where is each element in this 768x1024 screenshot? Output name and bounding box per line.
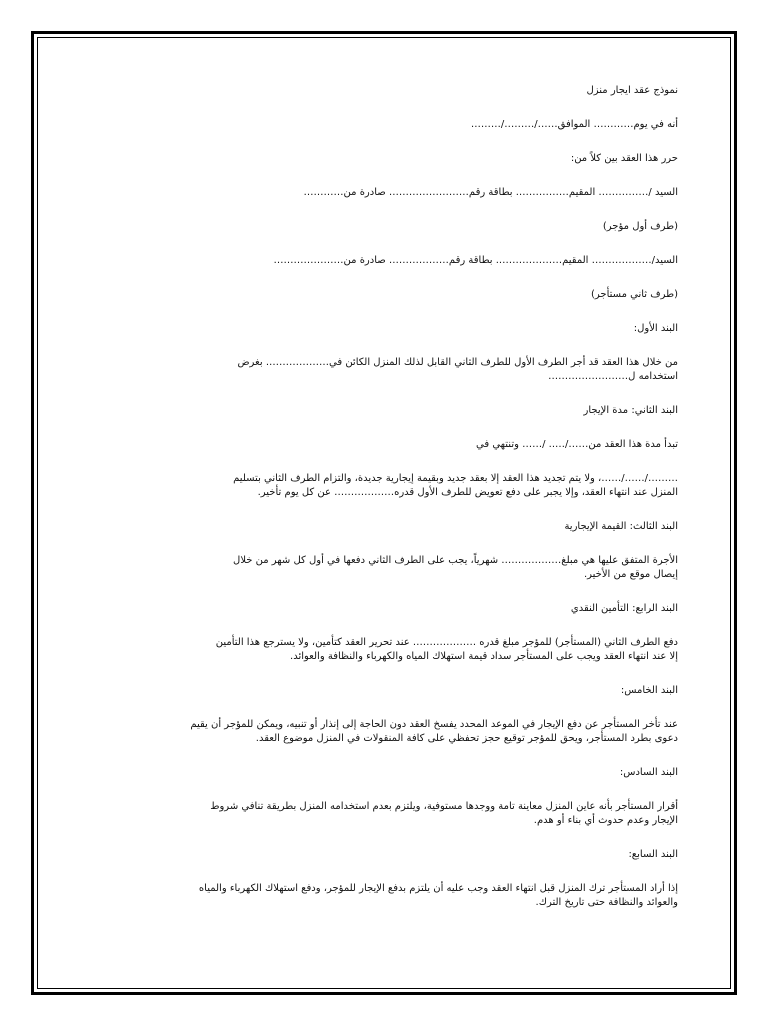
clause2-line1: تبدأ مدة هذا العقد من……/….. /…… وتنتهي في (476, 439, 678, 450)
clause2-title: البند الثاني: مدة الإيجار (583, 405, 678, 416)
clause4-line2: إلا عند انتهاء العقد ويجب على المستأجر سداد قيمة استهلاك المياه والكهرباء والنظافة والعوائد. (290, 651, 678, 662)
contract-document (96, 84, 678, 910)
clause7-title: البند السابع: (628, 849, 678, 860)
party1-label: (طرف أول مؤجر) (602, 221, 678, 232)
date-line: أنه في يوم………… الموافق……/………/……… (470, 119, 678, 130)
clause1-title: البند الأول: (633, 323, 678, 334)
clause7-line1: إذا أراد المستأجر ترك المنزل قبل انتهاء العقد وجب عليه أن يلتزم بدفع الإيجار للمؤجر، ودفع استهلاك الكهرباء والمياه (198, 883, 678, 894)
clause1-line1: من خلال هذا العقد قد أجر الطرف الأول للطرف الثاني القابل لذلك المنزل الكائن في………………. بغرض (237, 357, 678, 368)
clause3-line1: الأجرة المتفق عليها هي مبلغ……………… شهرياً، يجب على الطرف الثاني دفعها في أول كل شهر من خلال (233, 555, 678, 566)
clause5-line2: دعوى بطرد المستأجر، ويحق للمؤجر توقيع حجز تحفظي على كافة المنقولات في المنزل موضوع العقد. (255, 733, 678, 744)
clause2-line2: ………/……/……، ولا يتم تجديد هذا العقد إلا بعقد جديد وبقيمة إيجارية جديدة، والتزام الطرف الثاني بتسليم (233, 473, 678, 484)
party2-line: السيد/……………… المقيم……………….. بطاقة رقم……………… صادرة من………………… (273, 255, 678, 266)
party1-line: السيد /…………… المقيم……………. بطاقة رقم…………………… صادرة من………… (303, 187, 678, 198)
clause4-line1: دفع الطرف الثاني (المستأجر) للمؤجر مبلغ قدره ………………. عند تحرير العقد كتأمين، ولا يسترجع هذا التأمين (215, 637, 678, 648)
clause4-title: البند الرابع: التأمين النقدي (570, 603, 678, 614)
party2-label: (طرف ثاني مستأجر) (591, 289, 678, 300)
document-title: نموذج عقد ايجار منزل (586, 85, 678, 96)
clause7-line2: والعوائد والنظافة حتى تاريخ الترك. (535, 897, 678, 908)
clause6-title: البند السادس: (619, 767, 678, 778)
clause2-line3: المنزل عند انتهاء العقد، وإلا يجبر على دفع تعويض للطرف الأول قدره……………… عن كل يوم تأخير. (257, 487, 678, 498)
clause5-line1: عند تأخر المستأجر عن دفع الإيجار في الموعد المحدد يفسخ العقد دون الحاجة إلى إنذار أو تنبيه، ويمكن للمؤجر أن يقيم (190, 719, 678, 730)
clause1-line2: استخدامه ل…………………… (548, 371, 678, 382)
clause3-title: البند الثالث: القيمة الإيجارية (564, 521, 678, 532)
clause5-title: البند الخامس: (620, 685, 678, 696)
clause6-line1: أقرار المستأجر بأنه عاين المنزل معاينة تامة ووجدها مستوفية، ويلتزم بعدم استخدامه المنزل بطريقة تنافي شروط (210, 801, 678, 812)
intro-line: حرر هذا العقد بين كلاً من: (570, 153, 678, 164)
clause3-line2: إيصال موقع من الأخير. (583, 569, 678, 580)
clause6-line2: الإيجار وعدم حدوث أي بناء أو هدم. (533, 815, 678, 826)
